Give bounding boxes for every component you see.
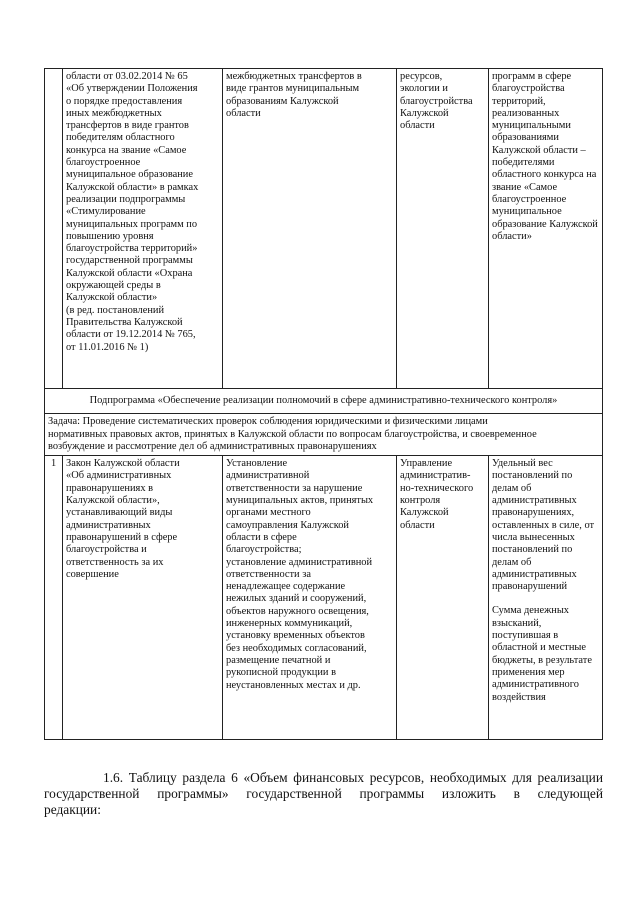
cell-text-line: делам об xyxy=(492,482,532,494)
task-cell xyxy=(45,414,603,456)
cell-text-line: ответственности за xyxy=(226,568,311,580)
cell-text-line: конкурса на звание «Самое xyxy=(66,144,187,156)
cell-text-line: правонарушений xyxy=(492,581,568,593)
cell-text-line: Задача: Проведение систематических проверок соблюдения юридическими и физическими лицами xyxy=(48,416,488,428)
cell-text-line: области xyxy=(226,107,261,119)
indicator-cell xyxy=(489,456,603,740)
cell-text-line: рукописной продукции в xyxy=(226,667,336,679)
cell-text-line: контроля xyxy=(400,495,441,507)
cell-text-line: муниципальных программ по xyxy=(66,218,198,230)
cell-text-line: нормативных правовых актов, принятых в Калужской области по вопросам благоустройства, и своевременное xyxy=(48,428,537,440)
cell-text-line: Калужской области», xyxy=(66,495,160,507)
cell-text-line: правонарушений в сфере xyxy=(66,531,178,543)
cell-text-line: взысканий, xyxy=(492,617,542,629)
cell-text-line: области xyxy=(400,519,435,531)
cell-text-line: окружающей среды в xyxy=(66,280,161,292)
cell-text-line: реализации подпрограммы xyxy=(66,193,186,205)
cell-text-line: административных xyxy=(66,519,151,531)
cell-text-line: ответственность за их xyxy=(66,556,164,568)
cell-text-line: правонарушениях, xyxy=(492,507,575,519)
cell-text-line: «Стимулирование xyxy=(66,206,146,218)
cell-text-line: установление административной xyxy=(226,556,373,568)
cell-text-line: областной и местные xyxy=(492,642,586,654)
table-row xyxy=(45,456,603,740)
cell-text-line: правонарушениях в xyxy=(66,482,154,494)
cell-text-line: благоустроенное xyxy=(66,157,141,169)
cell-text-line: муниципальное образование xyxy=(66,169,193,181)
cell-text-line: области от 19.12.2014 № 765, xyxy=(66,329,196,341)
cell-text-line: межбюджетных трансфертов в xyxy=(226,71,362,82)
cell-text-line: иных межбюджетных xyxy=(66,107,162,119)
cell-text-line: Калужской xyxy=(400,507,449,519)
cell-text-line: образованиям Калужской xyxy=(226,95,339,107)
subprogram-title: Подпрограмма «Обеспечение реализации полномочий в сфере административно-технического контроля» xyxy=(89,395,558,406)
cell-text-line: о порядке предоставления xyxy=(66,95,183,107)
cell-text-line: объектов наружного освещения, xyxy=(226,605,369,617)
cell-text-line: самоуправления Калужской xyxy=(226,519,349,531)
cell-text-line: области от 03.02.2014 № 65 xyxy=(66,71,188,82)
legal-act-cell xyxy=(63,69,223,389)
content-cell xyxy=(223,456,397,740)
cell-text-line: неустановленных местах и др. xyxy=(226,679,361,691)
executor-cell xyxy=(397,69,489,389)
cell-text-line: устанавливающий виды xyxy=(66,507,173,519)
cell-text-line: но-технического xyxy=(400,482,474,494)
cell-text-line: административного xyxy=(492,679,579,691)
cell-text-line: области xyxy=(400,120,435,132)
cell-text-line: нежилых зданий и сооружений, xyxy=(226,593,367,605)
cell-text-line: повышению уровня xyxy=(66,230,154,242)
cell-text-line: административной xyxy=(226,470,310,482)
cell-text-line: победителям областного xyxy=(66,132,175,144)
cell-text-line: возбуждение и рассмотрение дел об административных правонарушениях xyxy=(48,440,377,452)
cell-text-line: совершение xyxy=(66,568,119,580)
subprogram-row xyxy=(45,389,603,414)
cell-text-line: делам об xyxy=(492,556,532,568)
number-cell-empty xyxy=(45,69,63,389)
cell-text-line: благоустройства xyxy=(492,83,565,95)
cell-text-line: Калужской области «Охрана xyxy=(66,267,193,279)
cell-text-line: образованиями xyxy=(492,132,559,144)
cell-text-line: оставленных в силе, от xyxy=(492,519,595,531)
cell-text-line: «Об утверждении Положения xyxy=(66,83,198,95)
cell-text-line: Установление xyxy=(226,458,288,470)
cell-text-line: благоустройства xyxy=(400,95,473,107)
cell-text-line: Закон Калужской области xyxy=(66,458,180,470)
cell-text-line: ответственности за нарушение xyxy=(226,482,363,494)
cell-text-line: виде грантов муниципальным xyxy=(226,83,360,95)
paragraph-line-1: 1.6. Таблицу раздела 6 «Объем финансовых ресурсов, необходимых для реализации xyxy=(103,770,603,785)
cell-text-line: Удельный вес xyxy=(492,458,553,470)
cell-text-line: муниципальное xyxy=(492,206,562,218)
table-row-continuation xyxy=(45,69,603,389)
row-number: 1 xyxy=(45,456,63,740)
cell-text-line: инженерных коммуникаций, xyxy=(226,618,353,630)
cell-text-line: применения мер xyxy=(492,666,565,678)
cell-text-line: областного конкурса на xyxy=(492,169,597,181)
cell-text-line: Калужской области – xyxy=(492,144,586,156)
cell-text-line: Калужской области» xyxy=(66,292,158,304)
content-cell xyxy=(223,69,397,389)
cell-text-line: благоустроенное xyxy=(492,193,567,205)
cell-text-line: победителями xyxy=(492,157,555,169)
cell-text-line: муниципальных актов, принятых xyxy=(226,495,374,507)
cell-text-line: органами местного xyxy=(226,507,311,519)
cell-text-line: без необходимых согласований, xyxy=(226,642,367,654)
cell-text-line: благоустройства; xyxy=(226,544,302,556)
cell-text-line: экологии и xyxy=(400,83,448,95)
task-row xyxy=(45,414,603,456)
cell-text-line: постановлений по xyxy=(492,544,573,556)
cell-text-line: образование Калужской xyxy=(492,218,598,230)
cell-text-line: благоустройства территорий» xyxy=(66,243,198,255)
cell-text-line: установку временных объектов xyxy=(226,630,365,642)
cell-text-line: воздействия xyxy=(492,691,546,703)
paragraph-line-3: редакции: xyxy=(44,802,101,817)
cell-text-line: поступившая в xyxy=(492,630,559,642)
cell-text-line: программ в сфере xyxy=(492,71,572,82)
cell-text-line: от 11.01.2016 № 1) xyxy=(66,341,149,353)
legal-act-cell xyxy=(63,456,223,740)
cell-text-line: постановлений по xyxy=(492,470,573,482)
cell-text-line: звание «Самое xyxy=(492,181,558,193)
cell-text-line: числа вынесенных xyxy=(492,531,575,543)
cell-text-line: Калужской xyxy=(400,107,449,119)
cell-text-line: муниципальными xyxy=(492,120,571,132)
cell-text-line: благоустройства и xyxy=(66,544,147,556)
program-table xyxy=(44,68,603,740)
cell-text-line: Управление xyxy=(400,458,453,470)
indicator-cell xyxy=(489,69,603,389)
cell-text-line: трансфертов в виде грантов xyxy=(66,120,189,132)
cell-text-line: административных xyxy=(492,495,577,507)
cell-text-line: административных xyxy=(492,568,577,580)
cell-text-line: области» xyxy=(492,230,532,242)
amendment-paragraph xyxy=(44,770,603,818)
cell-text-line: «Об административных xyxy=(66,470,172,482)
paragraph-line-2: государственной программы» государственной программы изложить в следующей xyxy=(44,786,603,801)
cell-text-line: Правительства Калужской xyxy=(66,316,183,328)
executor-cell xyxy=(397,456,489,740)
cell-text-line: (в ред. постановлений xyxy=(66,304,165,316)
cell-text-line: области в сфере xyxy=(226,531,297,543)
cell-text-line: размещение печатной и xyxy=(226,654,331,666)
cell-text-line: Калужской области» в рамках xyxy=(66,181,199,193)
cell-text-line: ресурсов, xyxy=(400,71,443,82)
cell-text-line: административ- xyxy=(400,470,471,482)
cell-text-line: ненадлежащее содержание xyxy=(226,581,346,593)
cell-text-line: бюджеты, в результате xyxy=(492,654,592,666)
cell-text-line: государственной программы xyxy=(66,255,193,267)
cell-text-line: реализованных xyxy=(492,107,560,119)
cell-text-line: территорий, xyxy=(492,95,546,107)
cell-text-line: Сумма денежных xyxy=(492,605,570,617)
